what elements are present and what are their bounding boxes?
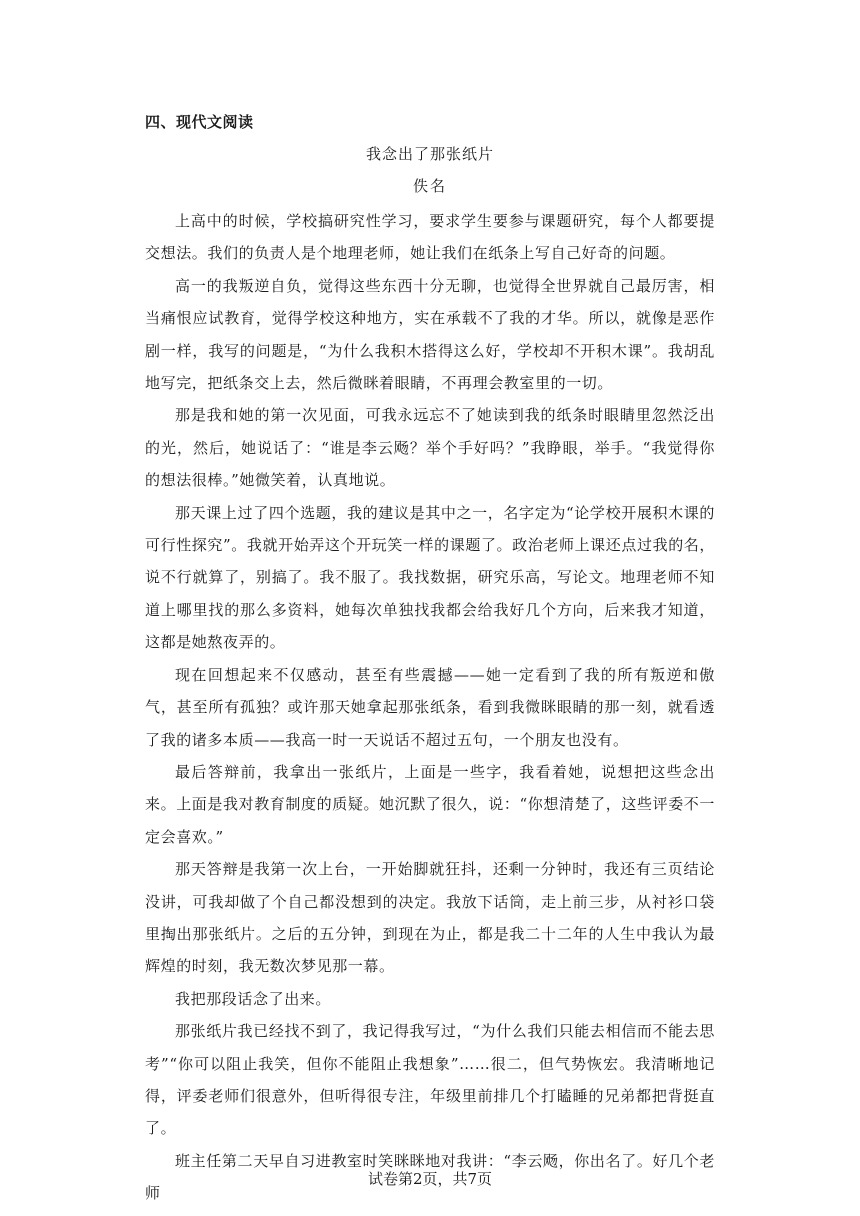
paragraph: 那是我和她的第一次见面，可我永远忘不了她读到我的纸条时眼睛里忽然泛出的光，然后，她说话了：“谁是李云飏？举个手好吗？”我睁眼，举手。“我觉得你的想法很棒。”她微笑着，认真地说。 xyxy=(145,406,715,490)
paragraph: 班主任第二天早自习进教室时笑眯眯地对我讲：“李云飏，你出名了。好几个老师 xyxy=(145,1151,715,1203)
page-footer: 试卷第2页，共7页 xyxy=(367,1170,493,1188)
paragraph: 那天答辩是我第一次上台，一开始脚就狂抖，还剩一分钟时，我还有三页结论没讲，可我却做了个自己都没想到的决定。我放下话筒，走上前三步，从衬衫口袋里掏出那张纸片。之后的五分钟，到现在为止，都是我二十二年的人生中我认为最辉煌的时刻，我无数次梦见那一幕。 xyxy=(145,860,715,976)
paragraph: 上高中的时候，学校搞研究性学习，要求学生要参与课题研究，每个人都要提交想法。我们的负责人是个地理老师，她让我们在纸条上写自己好奇的问题。 xyxy=(145,212,715,263)
section-heading: 四、现代文阅读 xyxy=(145,113,254,131)
article-title: 我念出了那张纸片 xyxy=(365,145,494,163)
paragraph: 那张纸片我已经找不到了，我记得我写过，“为什么我们只能去相信而不能去思考”“你可以阻止我笑，但你不能阻止我想象”……很二，但气势恢宏。我清晰地记得，评委老师们很意外，但听得很专注，年级里前排几个打瞌睡的兄弟都把背挺直了。 xyxy=(145,1022,715,1138)
paragraph: 高一的我叛逆自负，觉得这些东西十分无聊，也觉得全世界就自己最厉害，相当痛恨应试教育，觉得学校这种地方，实在承载不了我的才华。所以，就像是恶作剧一样，我写的问题是，“为什么我积木搭得这么好，学校却不开积木课”。我胡乱地写完，把纸条交上去，然后微眯着眼睛，不再理会教室里的一切。 xyxy=(145,276,715,393)
article-body xyxy=(145,205,715,1210)
paragraph: 最后答辩前，我拿出一张纸片，上面是一些字，我看着她，说想把这些念出来。上面是我对教育制度的质疑。她沉默了很久，说：“你想清楚了，这些评委不一定会喜欢。” xyxy=(145,762,715,846)
paragraph: 那天课上过了四个选题，我的建议是其中之一，名字定为“论学校开展积木课的可行性探究”。我就开始弄这个开玩笑一样的课题了。政治老师上课还点过我的名，说不行就算了，别搞了。我不服了。我找数据，研究乐高，写论文。地理老师不知道上哪里找的那么多资料，她每次单独找我都会给我好几个方向，后来我才知道，这都是她熬夜弄的。 xyxy=(145,503,715,652)
article-author: 佚名 xyxy=(412,177,447,195)
paragraph: 我把那段话念了出来。 xyxy=(175,989,332,1008)
paragraph: 现在回想起来不仅感动，甚至有些震撼——她一定看到了我的所有叛逆和傲气，甚至所有孤独？或许那天她拿起那张纸条，看到我微眯眼睛的那一刻，就看透了我的诸多本质——我高一时一天说话不超过五句，一个朋友也没有。 xyxy=(145,665,715,749)
